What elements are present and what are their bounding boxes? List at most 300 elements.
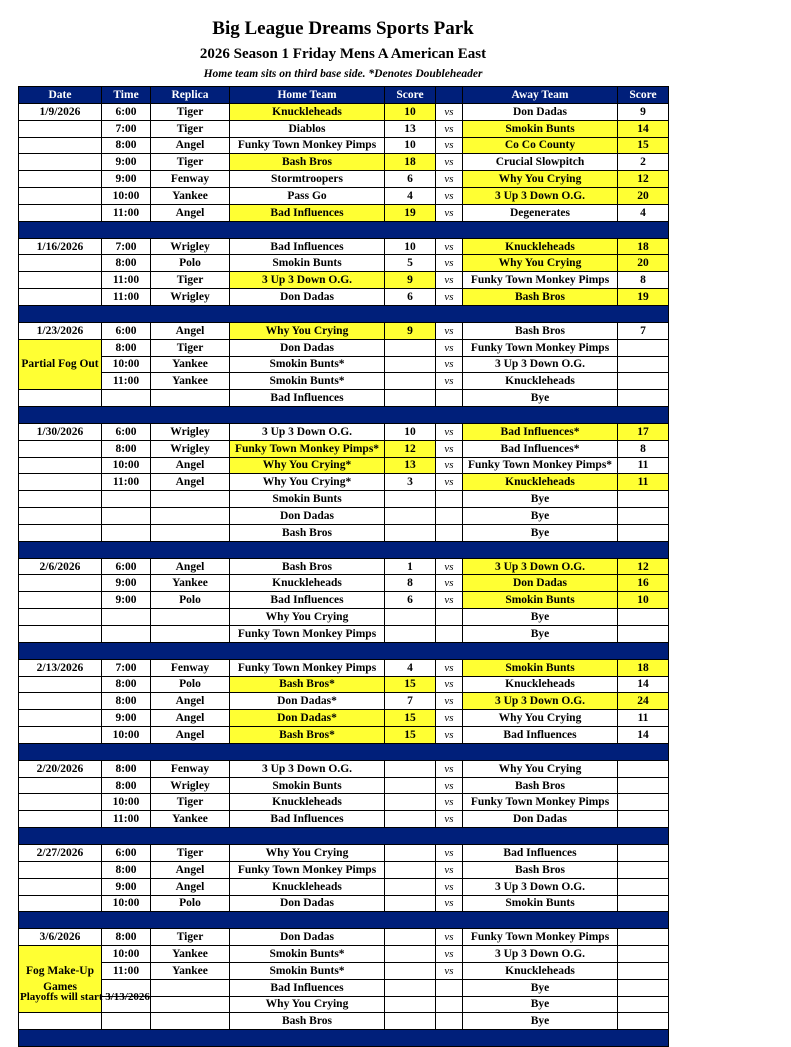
home-score: [385, 760, 436, 777]
game-row: [19, 895, 669, 912]
game-replica: Polo: [151, 676, 230, 693]
game-replica: Yankee: [151, 962, 230, 979]
home-team: Why You Crying: [230, 609, 385, 626]
game-time: 6:00: [102, 322, 151, 339]
game-row: [19, 339, 669, 356]
away-team: Bash Bros: [463, 289, 618, 306]
home-score: 3: [385, 474, 436, 491]
game-row: [19, 962, 669, 979]
game-date: [19, 878, 102, 895]
game-replica: Wrigley: [151, 238, 230, 255]
game-replica: [151, 491, 230, 508]
vs-label: vs: [436, 575, 463, 592]
vs-label: vs: [436, 659, 463, 676]
game-row: [19, 238, 669, 255]
separator-bar: [19, 828, 669, 845]
vs-label: vs: [436, 120, 463, 137]
away-team: Bye: [463, 491, 618, 508]
game-date: 3/6/2026: [19, 929, 102, 946]
game-time: 11:00: [102, 204, 151, 221]
home-score: [385, 508, 436, 525]
away-score: [618, 811, 669, 828]
game-time: 9:00: [102, 878, 151, 895]
separator-bar: [19, 305, 669, 322]
week-separator: [19, 912, 669, 929]
game-row: [19, 592, 669, 609]
game-replica: Wrigley: [151, 423, 230, 440]
game-time: 9:00: [102, 154, 151, 171]
vs-label: vs: [436, 373, 463, 390]
game-replica: [151, 609, 230, 626]
away-score: 19: [618, 289, 669, 306]
game-row: [19, 188, 669, 205]
away-score: 11: [618, 710, 669, 727]
away-team: Bye: [463, 626, 618, 643]
home-team: Why You Crying: [230, 844, 385, 861]
game-replica: Fenway: [151, 171, 230, 188]
vs-label: vs: [436, 356, 463, 373]
away-team: 3 Up 3 Down O.G.: [463, 693, 618, 710]
playoffs-footer: Playoffs will start 3/13/2026: [20, 991, 150, 1003]
home-team: Smokin Bunts*: [230, 373, 385, 390]
game-time: [102, 626, 151, 643]
vs-label: vs: [436, 844, 463, 861]
game-date: [19, 575, 102, 592]
game-replica: Wrigley: [151, 289, 230, 306]
game-date: [19, 120, 102, 137]
game-date: [19, 524, 102, 541]
away-score: [618, 609, 669, 626]
game-row: [19, 727, 669, 744]
game-date: [19, 727, 102, 744]
game-replica: Angel: [151, 558, 230, 575]
game-replica: [151, 996, 230, 1013]
game-row: [19, 794, 669, 811]
home-score: [385, 895, 436, 912]
home-team: Pass Go: [230, 188, 385, 205]
home-team: Don Dadas*: [230, 693, 385, 710]
game-row: [19, 878, 669, 895]
home-score: 13: [385, 457, 436, 474]
away-score: [618, 1013, 669, 1030]
away-team: Why You Crying: [463, 710, 618, 727]
away-team: Smokin Bunts: [463, 659, 618, 676]
separator-bar: [19, 743, 669, 760]
home-score: 6: [385, 171, 436, 188]
home-score: [385, 777, 436, 794]
home-team: Bad Influences: [230, 390, 385, 407]
col-header-away-score: Score: [618, 87, 669, 104]
game-replica: Tiger: [151, 154, 230, 171]
away-score: 18: [618, 238, 669, 255]
col-header-time: Time: [102, 87, 151, 104]
home-score: [385, 373, 436, 390]
game-date: [19, 137, 102, 154]
game-time: 8:00: [102, 760, 151, 777]
game-row: [19, 946, 669, 963]
game-date: [19, 1013, 102, 1030]
away-score: 24: [618, 693, 669, 710]
vs-label: vs: [436, 861, 463, 878]
game-date: 2/27/2026: [19, 844, 102, 861]
game-replica: Tiger: [151, 272, 230, 289]
away-team: Don Dadas: [463, 103, 618, 120]
game-date: [19, 171, 102, 188]
game-replica: Angel: [151, 878, 230, 895]
away-team: 3 Up 3 Down O.G.: [463, 946, 618, 963]
game-row: [19, 272, 669, 289]
away-team: Smokin Bunts: [463, 592, 618, 609]
away-score: 12: [618, 558, 669, 575]
home-score: 15: [385, 727, 436, 744]
away-score: [618, 996, 669, 1013]
away-score: 20: [618, 188, 669, 205]
away-team: Funky Town Monkey Pimps: [463, 272, 618, 289]
game-date: [19, 777, 102, 794]
home-score: 13: [385, 120, 436, 137]
game-row: [19, 423, 669, 440]
game-date: [19, 609, 102, 626]
away-score: 15: [618, 137, 669, 154]
game-date: [19, 289, 102, 306]
home-score: [385, 996, 436, 1013]
away-team: Bye: [463, 390, 618, 407]
vs-label: vs: [436, 794, 463, 811]
game-row: [19, 659, 669, 676]
game-row: [19, 575, 669, 592]
home-team: Don Dadas*: [230, 710, 385, 727]
vs-label: vs: [436, 760, 463, 777]
home-team: Funky Town Monkey Pimps: [230, 626, 385, 643]
home-team: Don Dadas: [230, 895, 385, 912]
week-separator: [19, 541, 669, 558]
game-date: [19, 676, 102, 693]
home-team: Smokin Bunts*: [230, 946, 385, 963]
home-score: 12: [385, 440, 436, 457]
game-row: [19, 171, 669, 188]
away-team: Bad Influences*: [463, 440, 618, 457]
home-team: Knuckleheads: [230, 575, 385, 592]
game-replica: Angel: [151, 710, 230, 727]
game-time: 8:00: [102, 861, 151, 878]
home-team: Funky Town Monkey Pimps: [230, 861, 385, 878]
game-row: [19, 1013, 669, 1030]
home-team: Stormtroopers: [230, 171, 385, 188]
week-note: Fog Make-Up Games: [19, 946, 102, 1013]
home-score: [385, 626, 436, 643]
away-score: 18: [618, 659, 669, 676]
vs-label: vs: [436, 878, 463, 895]
game-row: [19, 103, 669, 120]
vs-label: vs: [436, 272, 463, 289]
week-separator: [19, 642, 669, 659]
game-replica: Wrigley: [151, 440, 230, 457]
game-time: 10:00: [102, 356, 151, 373]
away-score: [618, 979, 669, 996]
away-score: 11: [618, 457, 669, 474]
game-time: 10:00: [102, 188, 151, 205]
game-time: 10:00: [102, 457, 151, 474]
home-score: 10: [385, 137, 436, 154]
game-time: 10:00: [102, 727, 151, 744]
home-score: [385, 491, 436, 508]
game-time: 8:00: [102, 929, 151, 946]
home-score: [385, 844, 436, 861]
away-team: Bye: [463, 609, 618, 626]
col-header-vs: [436, 87, 463, 104]
game-row: [19, 457, 669, 474]
home-score: 4: [385, 659, 436, 676]
game-replica: Angel: [151, 457, 230, 474]
separator-bar: [19, 221, 669, 238]
vs-label: vs: [436, 777, 463, 794]
col-header-replica: Replica: [151, 87, 230, 104]
game-replica: Tiger: [151, 794, 230, 811]
game-row: [19, 289, 669, 306]
away-score: [618, 794, 669, 811]
home-score: [385, 946, 436, 963]
game-time: [102, 491, 151, 508]
vs-label: vs: [436, 929, 463, 946]
game-row: [19, 120, 669, 137]
home-team: Bash Bros: [230, 524, 385, 541]
game-time: 6:00: [102, 423, 151, 440]
game-time: 8:00: [102, 339, 151, 356]
game-time: 8:00: [102, 440, 151, 457]
game-date: [19, 794, 102, 811]
game-replica: Yankee: [151, 188, 230, 205]
game-row: [19, 474, 669, 491]
away-score: 14: [618, 727, 669, 744]
game-time: 11:00: [102, 289, 151, 306]
away-score: [618, 524, 669, 541]
game-time: [102, 1013, 151, 1030]
home-score: [385, 861, 436, 878]
game-date: 1/9/2026: [19, 103, 102, 120]
vs-label: [436, 996, 463, 1013]
away-team: Why You Crying: [463, 760, 618, 777]
game-time: [102, 524, 151, 541]
home-score: 10: [385, 238, 436, 255]
game-row: [19, 626, 669, 643]
week-separator: [19, 407, 669, 424]
home-score: 15: [385, 676, 436, 693]
away-team: Bash Bros: [463, 861, 618, 878]
home-team: Smokin Bunts*: [230, 356, 385, 373]
away-team: 3 Up 3 Down O.G.: [463, 356, 618, 373]
vs-label: [436, 390, 463, 407]
away-score: [618, 895, 669, 912]
col-header-home-score: Score: [385, 87, 436, 104]
vs-label: vs: [436, 171, 463, 188]
separator-bar: [19, 642, 669, 659]
vs-label: [436, 626, 463, 643]
vs-label: vs: [436, 154, 463, 171]
game-date: 2/6/2026: [19, 558, 102, 575]
home-team: Don Dadas: [230, 929, 385, 946]
vs-label: vs: [436, 946, 463, 963]
col-header-date: Date: [19, 87, 102, 104]
home-team: Why You Crying: [230, 996, 385, 1013]
game-time: 8:00: [102, 255, 151, 272]
home-score: 10: [385, 423, 436, 440]
home-team: Bash Bros: [230, 558, 385, 575]
week-separator: [19, 305, 669, 322]
game-row: [19, 929, 669, 946]
game-time: 11:00: [102, 272, 151, 289]
vs-label: vs: [436, 474, 463, 491]
away-score: 17: [618, 423, 669, 440]
game-row: [19, 373, 669, 390]
away-score: 20: [618, 255, 669, 272]
schedule-note: Home team sits on third base side. *Denotes Doubleheader: [203, 68, 483, 80]
vs-label: [436, 609, 463, 626]
game-replica: Polo: [151, 255, 230, 272]
away-score: [618, 373, 669, 390]
separator-bar: [19, 407, 669, 424]
away-team: 3 Up 3 Down O.G.: [463, 188, 618, 205]
game-time: 8:00: [102, 137, 151, 154]
vs-label: [436, 491, 463, 508]
home-team: Don Dadas: [230, 508, 385, 525]
home-team: Smokin Bunts: [230, 491, 385, 508]
away-team: Bye: [463, 524, 618, 541]
away-score: [618, 777, 669, 794]
game-replica: Yankee: [151, 575, 230, 592]
game-time: 8:00: [102, 693, 151, 710]
home-team: Smokin Bunts*: [230, 962, 385, 979]
game-date: [19, 188, 102, 205]
away-score: [618, 491, 669, 508]
vs-label: vs: [436, 895, 463, 912]
home-score: [385, 962, 436, 979]
game-date: 1/30/2026: [19, 423, 102, 440]
home-team: Funky Town Monkey Pimps: [230, 137, 385, 154]
game-row: [19, 609, 669, 626]
away-score: 2: [618, 154, 669, 171]
away-score: 9: [618, 103, 669, 120]
game-replica: Angel: [151, 474, 230, 491]
away-score: [618, 878, 669, 895]
game-replica: Fenway: [151, 760, 230, 777]
away-team: Bye: [463, 508, 618, 525]
home-team: Bash Bros: [230, 1013, 385, 1030]
home-score: 18: [385, 154, 436, 171]
game-time: 7:00: [102, 120, 151, 137]
home-team: 3 Up 3 Down O.G.: [230, 760, 385, 777]
home-team: Don Dadas: [230, 289, 385, 306]
home-team: Diablos: [230, 120, 385, 137]
away-team: Bye: [463, 979, 618, 996]
week-separator: [19, 743, 669, 760]
home-score: [385, 1013, 436, 1030]
away-team: Knuckleheads: [463, 474, 618, 491]
vs-label: vs: [436, 592, 463, 609]
game-date: [19, 255, 102, 272]
game-replica: Polo: [151, 895, 230, 912]
home-team: 3 Up 3 Down O.G.: [230, 272, 385, 289]
game-date: [19, 390, 102, 407]
game-time: 10:00: [102, 946, 151, 963]
game-time: [102, 390, 151, 407]
game-replica: Tiger: [151, 120, 230, 137]
game-row: [19, 524, 669, 541]
home-team: Bash Bros*: [230, 727, 385, 744]
home-score: 8: [385, 575, 436, 592]
home-score: [385, 356, 436, 373]
separator-bar: [19, 912, 669, 929]
away-score: 10: [618, 592, 669, 609]
vs-label: [436, 1013, 463, 1030]
home-team: Smokin Bunts: [230, 255, 385, 272]
away-score: 8: [618, 440, 669, 457]
away-team: Why You Crying: [463, 171, 618, 188]
game-date: [19, 861, 102, 878]
game-date: [19, 204, 102, 221]
game-time: 10:00: [102, 794, 151, 811]
away-team: Knuckleheads: [463, 373, 618, 390]
home-score: 9: [385, 272, 436, 289]
game-replica: Polo: [151, 592, 230, 609]
game-replica: Angel: [151, 727, 230, 744]
col-header-away-team: Away Team: [463, 87, 618, 104]
game-row: [19, 693, 669, 710]
home-team: Bad Influences: [230, 204, 385, 221]
game-row: [19, 154, 669, 171]
schedule-body: [19, 103, 669, 1046]
away-team: 3 Up 3 Down O.G.: [463, 878, 618, 895]
away-score: 16: [618, 575, 669, 592]
home-team: Knuckleheads: [230, 794, 385, 811]
away-score: 7: [618, 322, 669, 339]
away-team: Funky Town Monkey Pimps: [463, 339, 618, 356]
game-time: 9:00: [102, 592, 151, 609]
home-team: Why You Crying: [230, 322, 385, 339]
away-score: [618, 962, 669, 979]
away-team: Bash Bros: [463, 777, 618, 794]
game-time: [102, 609, 151, 626]
away-team: Knuckleheads: [463, 676, 618, 693]
game-time: 9:00: [102, 710, 151, 727]
home-team: Funky Town Monkey Pimps: [230, 659, 385, 676]
home-score: 6: [385, 289, 436, 306]
week-separator: [19, 221, 669, 238]
vs-label: vs: [436, 188, 463, 205]
vs-label: vs: [436, 137, 463, 154]
game-date: [19, 710, 102, 727]
game-time: 8:00: [102, 676, 151, 693]
away-score: [618, 861, 669, 878]
game-replica: Yankee: [151, 946, 230, 963]
home-team: Knuckleheads: [230, 103, 385, 120]
game-time: 7:00: [102, 659, 151, 676]
home-score: [385, 929, 436, 946]
game-row: [19, 356, 669, 373]
away-team: Knuckleheads: [463, 238, 618, 255]
game-replica: Yankee: [151, 811, 230, 828]
game-date: [19, 440, 102, 457]
game-replica: Angel: [151, 137, 230, 154]
vs-label: vs: [436, 710, 463, 727]
away-team: Bad Influences: [463, 844, 618, 861]
game-row: [19, 811, 669, 828]
away-team: Co Co County: [463, 137, 618, 154]
home-score: 1: [385, 558, 436, 575]
vs-label: vs: [436, 204, 463, 221]
away-score: [618, 844, 669, 861]
home-score: [385, 794, 436, 811]
game-date: [19, 491, 102, 508]
